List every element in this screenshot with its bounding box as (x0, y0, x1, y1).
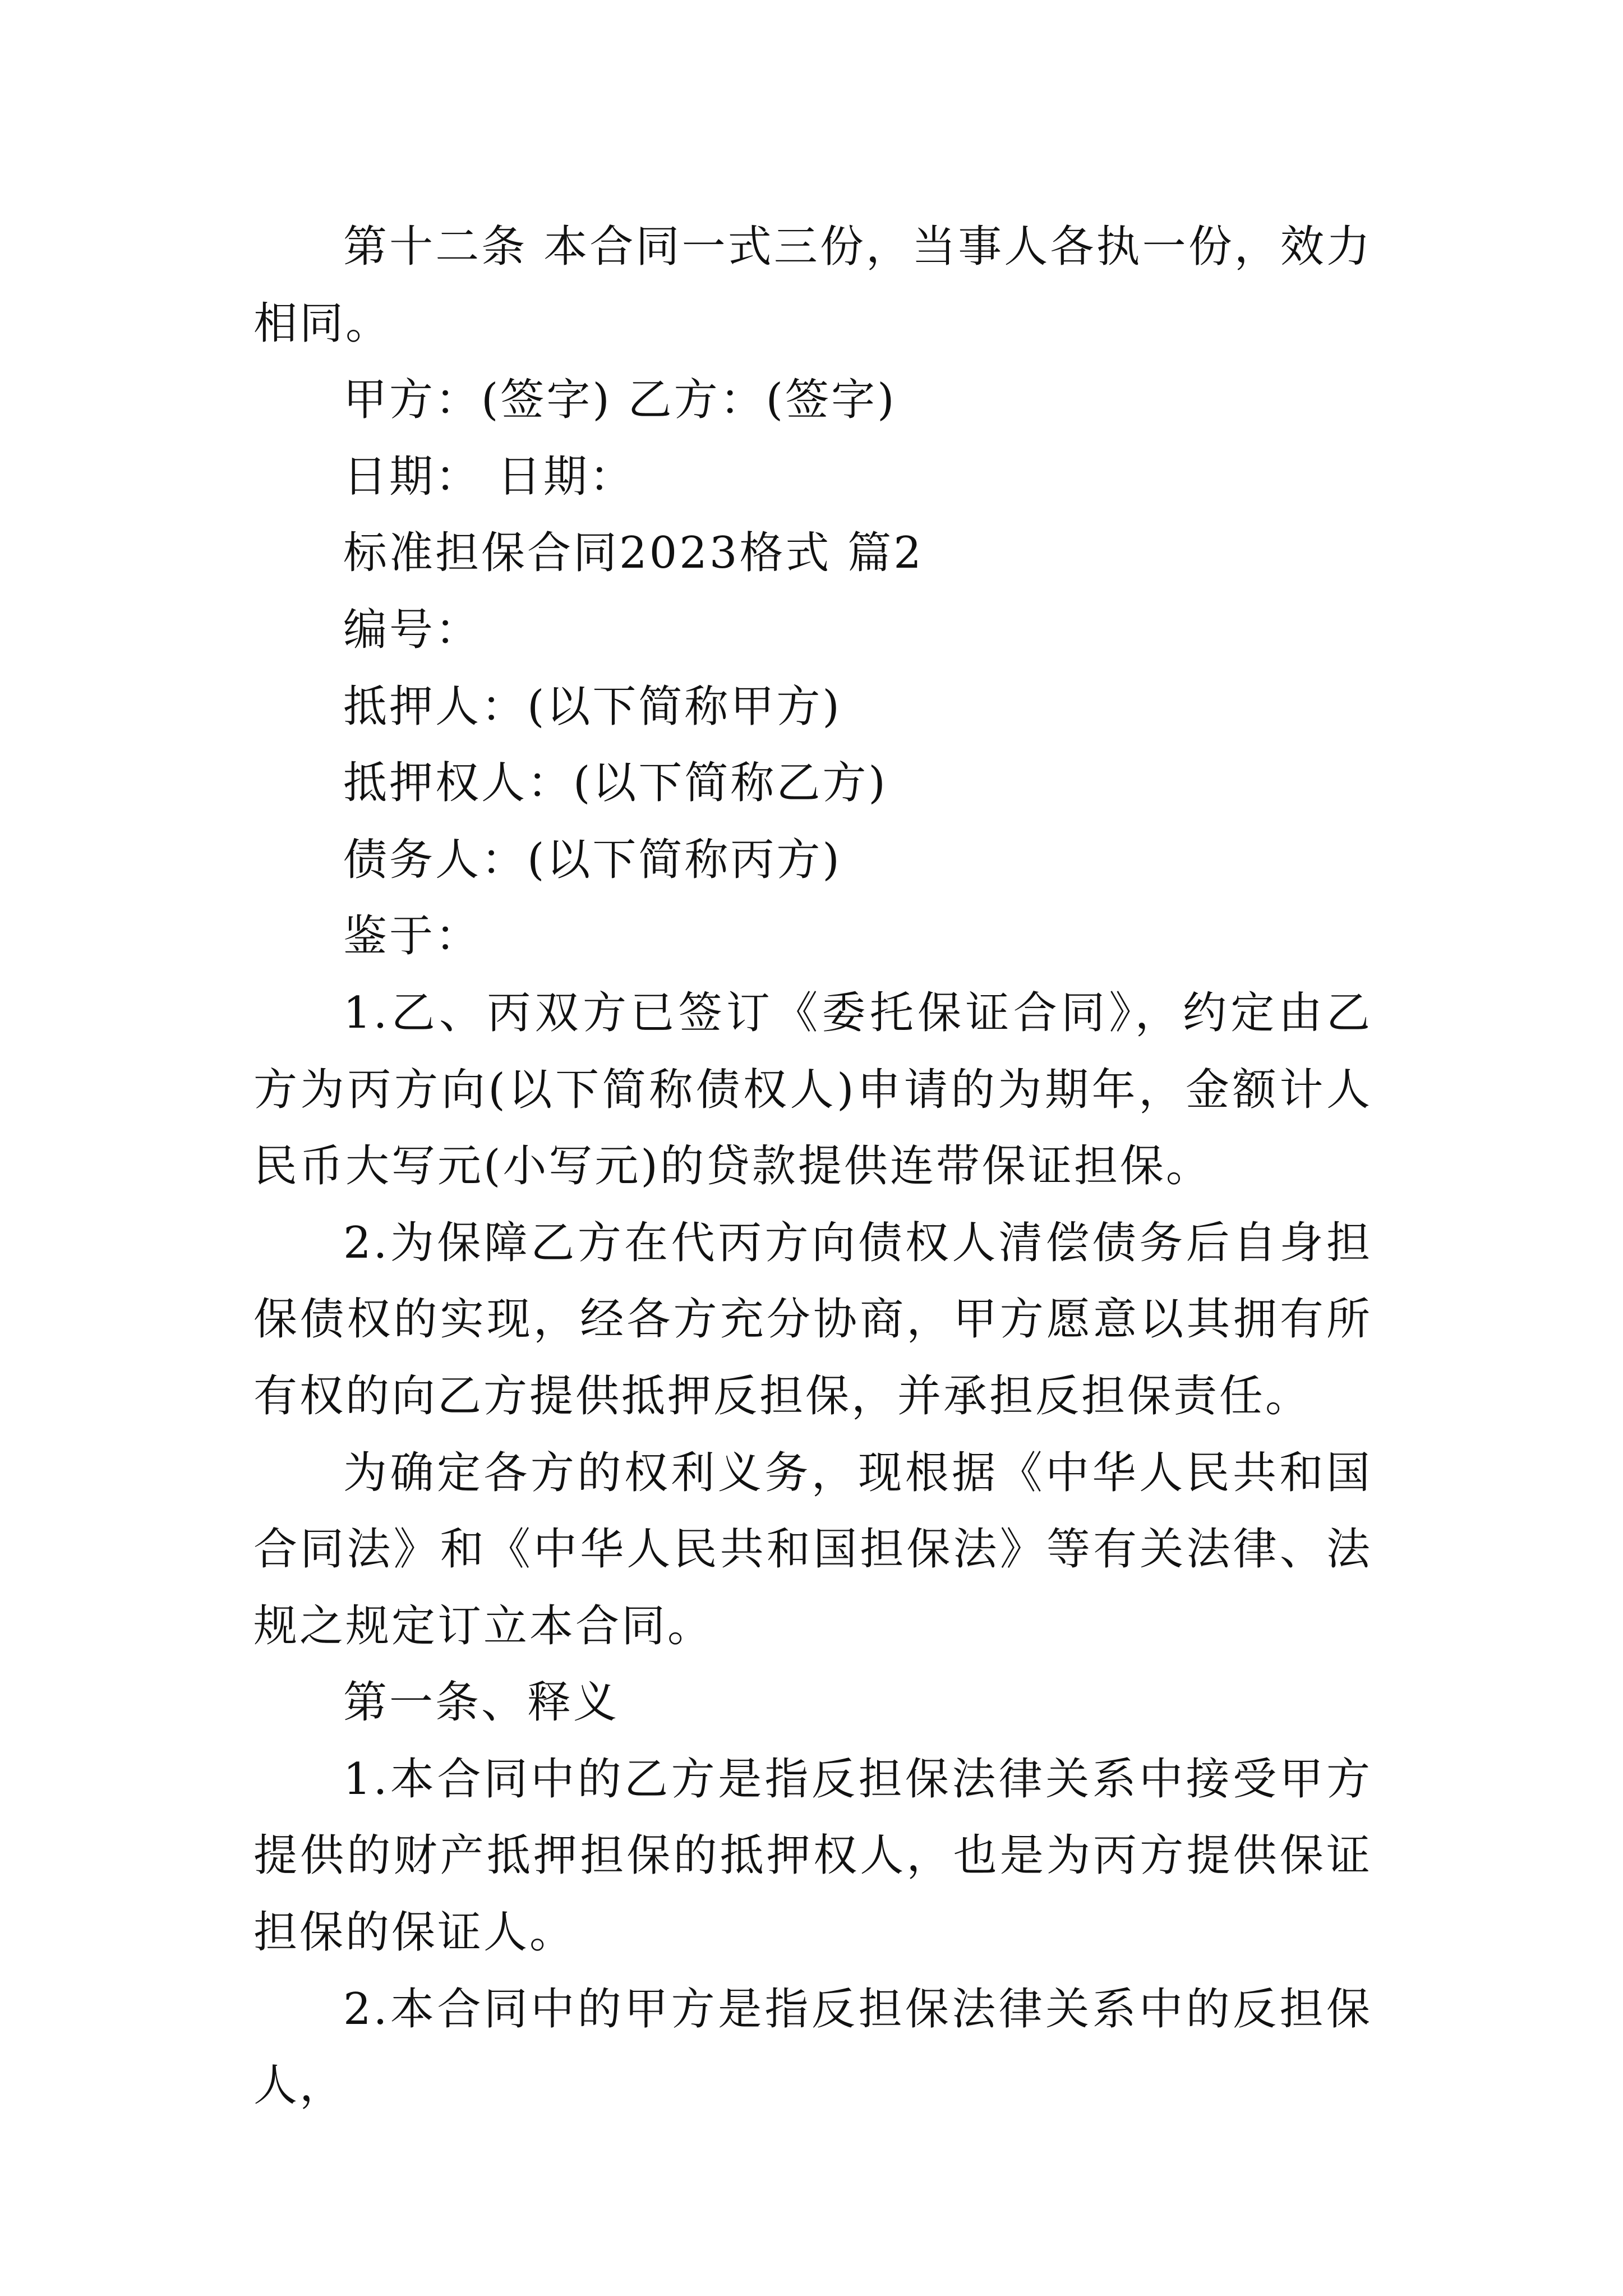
document-body (253, 209, 1372, 2124)
paragraph-whereas-2: 2.为保障乙方在代丙方向债权人清偿债务后自身担保债权的实现，经各方充分协商，甲方愿意以其拥有所有权的向乙方提供抵押反担保，并承担反担保责任。 (253, 1217, 1372, 1421)
paragraph-purpose: 为确定各方的权利义务，现根据《中华人民共和国合同法》和《中华人民共和国担保法》等有关法律、法规之规定订立本合同。 (253, 1447, 1372, 1651)
section-title: 标准担保合同2023格式 篇2 (343, 528, 924, 579)
paragraph-whereas: 鉴于： (343, 911, 482, 962)
paragraph-whereas-1: 1.乙、丙双方已签订《委托保证合同》，约定由乙方为丙方向(以下简称债权人)申请的为期年，金额计人民币大写元(小写元)的贷款提供连带保证担保。 (253, 987, 1372, 1192)
paragraph-number: 编号： (343, 604, 482, 655)
paragraph-debtor: 债务人：(以下简称丙方) (343, 834, 842, 885)
paragraph-article-1-title: 第一条、释义 (343, 1677, 620, 1728)
paragraph-dates: 日期： 日期： (343, 451, 635, 502)
paragraph-article-1-item-1: 1.本合同中的乙方是指反担保法律关系中接受甲方提供的财产抵押担保的抵押权人，也是为丙方提供保证担保的保证人。 (253, 1754, 1372, 1958)
paragraph-signatures: 甲方：(签字) 乙方：(签字) (343, 375, 897, 426)
paragraph-article-1-item-2: 2.本合同中的甲方是指反担保法律关系中的反担保人， (253, 1984, 1372, 2111)
paragraph-mortgagor: 抵押人：(以下简称甲方) (343, 681, 842, 732)
paragraph-mortgagee: 抵押权人：(以下简称乙方) (343, 758, 888, 809)
paragraph-article-12: 第十二条 本合同一式三份，当事人各执一份，效力相同。 (253, 222, 1372, 349)
